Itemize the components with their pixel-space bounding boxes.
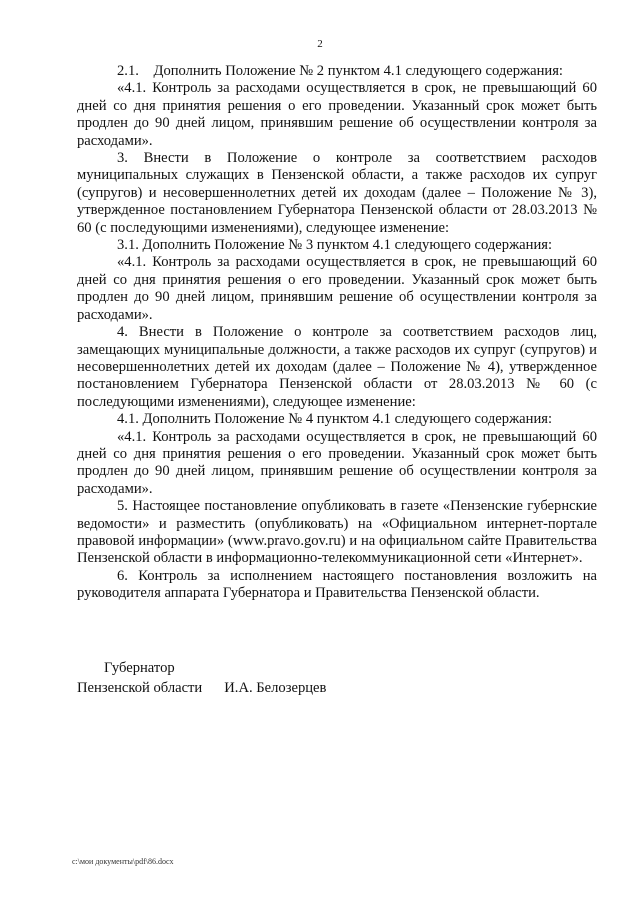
paragraph-quote-2: «4.1. Контроль за расходами осуществляется в срок, не превышающий 60 дней со дня принятия решения о его проведении. Указанный срок может быть продлен до 90 дней лицом, принявшим решение об осуществлении контроля за расходами». — [77, 254, 597, 323]
signature-title-line2: Пензенской области — [77, 680, 203, 696]
paragraph-quote-3: «4.1. Контроль за расходами осуществляется в срок, не превышающий 60 дней со дня принятия решения о его проведении. Указанный срок может быть продлен до 90 дней лицом, принявшим решение об осуществлении контроля за расходами». — [77, 428, 597, 497]
paragraph-3-1: 3.1. Дополнить Положение № 3 пунктом 4.1 следующего содержания: — [117, 237, 553, 254]
paragraph-4: 4. Внести в Положение о контроле за соответствием расходов лиц, замещающих муниципальные должности, а также расходов их супруг (супругов) и несовершеннолетних детей их доходам (далее – Положение № 4), утвержденное постановлением Губернатора Пензенской области от 28.03.2013 № 60 (с последующими изменениями), следующее изменение: — [77, 324, 597, 410]
paragraph-5: 5. Настоящее постановление опубликовать в газете «Пензенские губернские ведомости» и разместить (опубликовать) на «Официальном интернет-портале правовой информации» (www.pravo.gov.ru) и на официальном сайте Правительства Пензенской области в информационно-телекоммуникационной сети «Интернет». — [77, 498, 597, 567]
signature-title-line1: Губернатор — [104, 660, 175, 676]
signatory-name: И.А. Белозерцев — [224, 680, 327, 696]
paragraph-3: 3. Внести в Положение о контроле за соответствием расходов муниципальных служащих в Пензенской области, а также расходов их супруг (супругов) и несовершеннолетних детей их доходам (далее – Положение № 3), утвержденное постановлением Губернатора Пензенской области от 28.03.2013 № 60 (с последующими изменениями), следующее изменение: — [77, 150, 597, 236]
page-number: 2 — [317, 38, 323, 50]
signature-block — [77, 658, 377, 698]
paragraph-quote-1: «4.1. Контроль за расходами осуществляется в срок, не превышающий 60 дней со дня принятия решения о его проведении. Указанный срок может быть продлен до 90 дней лицом, принявшим решение об осуществлении контроля за расходами». — [77, 80, 597, 149]
signature-line2 — [77, 678, 377, 698]
document-body — [77, 63, 597, 603]
footer-file-path: c:\мои документы\pdf\86.docx — [72, 857, 174, 866]
paragraph-4-1: 4.1. Дополнить Положение № 4 пунктом 4.1 следующего содержания: — [117, 411, 553, 428]
paragraph-6: 6. Контроль за исполнением настоящего постановления возложить на руководителя аппарата Губернатора и Правительства Пензенской области. — [77, 567, 597, 602]
paragraph-2-1: 2.1. Дополнить Положение № 2 пунктом 4.1 следующего содержания: — [117, 63, 563, 79]
